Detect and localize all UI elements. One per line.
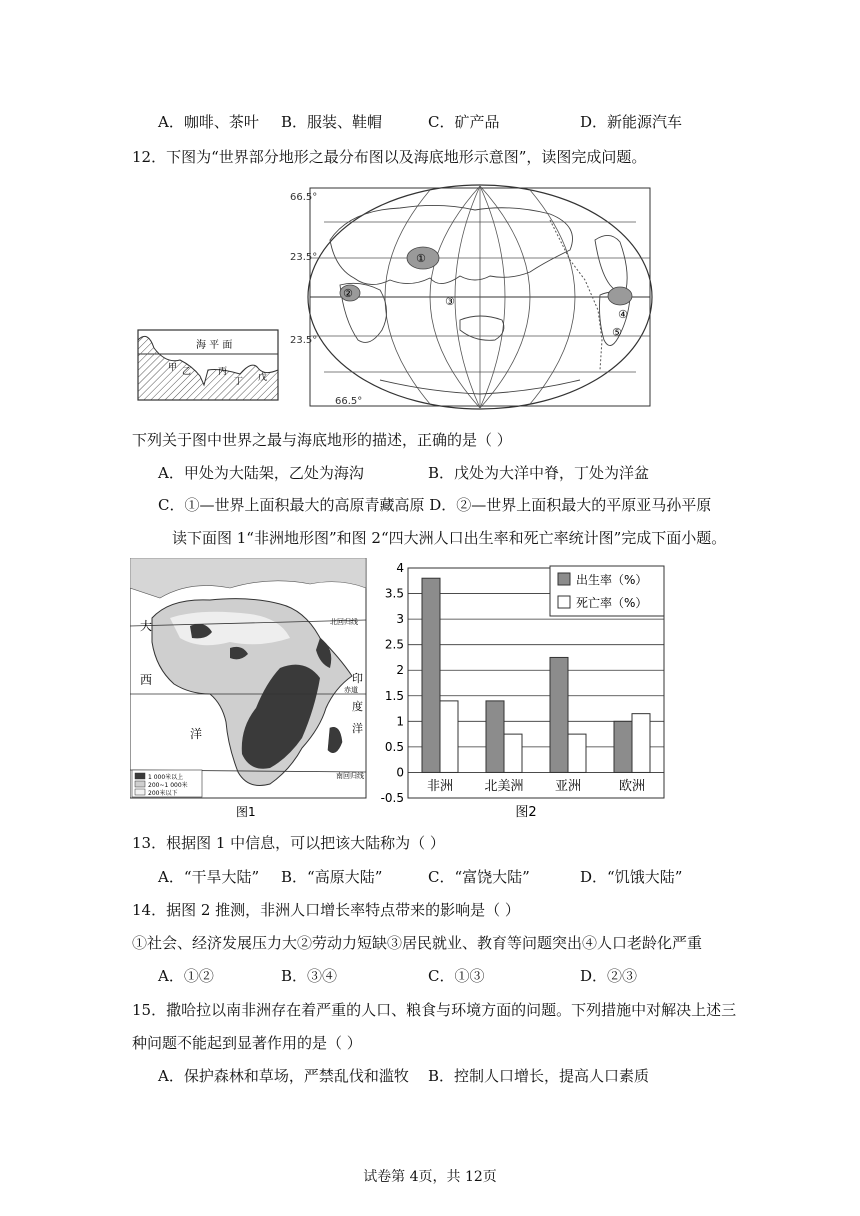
y-tick-label: 4 bbox=[396, 561, 404, 575]
death-rate-bar-2 bbox=[568, 734, 586, 772]
map-marker-2: ② bbox=[343, 287, 353, 300]
q13-option-b: B．“高原大陆” bbox=[281, 868, 383, 886]
legend-birth-label: 出生率（%） bbox=[576, 573, 648, 587]
y-tick-label: 0.5 bbox=[384, 739, 404, 754]
death-rate-bar-0 bbox=[440, 701, 458, 773]
q11-option-b: B．服装、鞋帽 bbox=[281, 113, 383, 131]
q15-stem-line1: 15．撒哈拉以南非洲存在着严重的人口、粮食与环境方面的问题。下列措施中对解决上述三 bbox=[132, 1001, 737, 1019]
lat-label-tropic-n: 23.5° bbox=[290, 252, 318, 263]
q15-option-b: B．控制人口增长，提高人口素质 bbox=[428, 1067, 650, 1085]
legend-death-label: 死亡率（%） bbox=[576, 596, 648, 610]
lat-label-bottom: 66.5° bbox=[335, 396, 363, 407]
ocean-label-xi: 西 bbox=[140, 673, 153, 687]
q12-question: 下列关于图中世界之最与海底地形的描述，正确的是（ ） bbox=[132, 431, 512, 449]
birth-rate-bar-1 bbox=[486, 701, 504, 773]
profile-jia: 甲 bbox=[168, 363, 178, 373]
x-category-label-3: 欧洲 bbox=[618, 779, 646, 794]
profile-bing: 丙 bbox=[218, 367, 228, 377]
birth-rate-bar-3 bbox=[614, 721, 632, 772]
ocean-label-yin: 印 bbox=[352, 672, 363, 685]
profile-yi: 乙 bbox=[182, 367, 192, 377]
population-rate-chart bbox=[378, 558, 678, 822]
y-tick-label: 3 bbox=[396, 612, 404, 627]
q12-option-cd: C．①—世界上面积最大的高原青藏高原 D．②—世界上面积最大的平原亚马孙平原 bbox=[158, 496, 712, 514]
q14-option-c: C．①③ bbox=[428, 967, 485, 985]
q11-option-d: D．新能源汽车 bbox=[580, 113, 683, 131]
chart-legend bbox=[550, 566, 664, 616]
legend-1000-above: 1 000米以上 bbox=[148, 774, 184, 781]
ocean-label-da: 大 bbox=[140, 619, 153, 633]
legend-birth-swatch bbox=[558, 573, 570, 585]
profile-wu: 戊 bbox=[258, 373, 268, 383]
q14-items: ①社会、经济发展压力大②劳动力短缺③居民就业、教育等问题突出④人口老龄化严重 bbox=[132, 934, 703, 952]
y-tick-label: 2.5 bbox=[384, 637, 404, 652]
map-marker-5: ⑤ bbox=[612, 326, 622, 339]
q11-option-c: C．矿产品 bbox=[428, 113, 500, 131]
page-footer: 试卷第 4页，共 12页 bbox=[363, 1169, 497, 1185]
profile-ding: 丁 bbox=[234, 377, 244, 387]
q12-option-b: B．戊处为大洋中脊，丁处为洋盆 bbox=[428, 464, 650, 482]
q13-option-a: A．“干旱大陆” bbox=[158, 868, 260, 886]
q15-option-a: A．保护森林和草场，严禁乱伐和滥牧 bbox=[158, 1067, 409, 1085]
y-tick-label: 2 bbox=[396, 663, 404, 678]
q12-option-a: A．甲处为大陆架，乙处为海沟 bbox=[158, 464, 364, 482]
map-marker-3: ③ bbox=[445, 295, 455, 308]
legend-200-below: 200米以下 bbox=[148, 790, 178, 797]
birth-rate-bar-2 bbox=[550, 657, 568, 772]
legend-death-swatch bbox=[558, 596, 570, 608]
q13-stem: 13．根据图 1 中信息，可以把该大陆称为（ ） bbox=[132, 834, 445, 852]
q12-stem: 12．下图为“世界部分地形之最分布图以及海底地形示意图”，读图完成问题。 bbox=[132, 148, 647, 166]
sea-level-label: 海 平 面 bbox=[196, 340, 233, 351]
fig2-caption: 图2 bbox=[515, 805, 537, 820]
birth-rate-bar-0 bbox=[422, 578, 440, 772]
y-tick-label: 3.5 bbox=[384, 586, 404, 601]
legend-200-1000: 200~1 000米 bbox=[148, 782, 188, 789]
q15-stem-line2: 种问题不能起到显著作用的是（ ） bbox=[132, 1034, 362, 1052]
death-rate-bar-3 bbox=[632, 714, 650, 773]
fig1-caption: 图1 bbox=[236, 805, 256, 819]
ocean-label-yang: 洋 bbox=[190, 727, 203, 741]
y-tick-label: -0.5 bbox=[380, 791, 404, 805]
q14-stem: 14．据图 2 推测，非洲人口增长率特点带来的影响是（ ） bbox=[132, 901, 520, 919]
africa-terrain-map bbox=[130, 558, 370, 822]
lat-label-top: 66.5° bbox=[290, 192, 318, 203]
label-tropic-s: 南回归线 bbox=[336, 772, 364, 780]
intro-13-14: 读下面图 1“非洲地形图”和图 2“四大洲人口出生率和死亡率统计图”完成下面小题。 bbox=[172, 529, 727, 547]
q13-option-d: D．“饥饿大陆” bbox=[580, 868, 683, 886]
x-category-label-2: 亚洲 bbox=[554, 779, 582, 794]
q11-option-a: A．咖啡、茶叶 bbox=[158, 113, 259, 131]
y-tick-label: 1.5 bbox=[384, 688, 404, 703]
q14-option-b: B．③④ bbox=[281, 967, 338, 985]
label-equator: 赤道 bbox=[344, 686, 358, 694]
x-category-label-0: 非洲 bbox=[426, 779, 454, 794]
world-map-figure bbox=[130, 180, 660, 410]
q14-option-d: D．②③ bbox=[580, 967, 638, 985]
ocean-label-du: 度 bbox=[352, 700, 363, 713]
ocean-label-yang2: 洋 bbox=[352, 722, 363, 735]
q13-option-c: C．“富饶大陆” bbox=[428, 868, 530, 886]
label-tropic-n: 北回归线 bbox=[330, 618, 358, 626]
y-tick-label: 0 bbox=[396, 765, 404, 780]
map-marker-1: ① bbox=[416, 252, 426, 265]
death-rate-bar-1 bbox=[504, 734, 522, 772]
terrain-legend bbox=[132, 770, 202, 797]
seafloor-profile-inset bbox=[138, 330, 278, 400]
y-tick-label: 1 bbox=[396, 714, 404, 729]
q14-option-a: A．①② bbox=[158, 967, 214, 985]
map-marker-4: ④ bbox=[618, 308, 628, 321]
x-category-label-1: 北美洲 bbox=[484, 779, 524, 794]
lat-label-tropic-s: 23.5° bbox=[290, 335, 318, 346]
